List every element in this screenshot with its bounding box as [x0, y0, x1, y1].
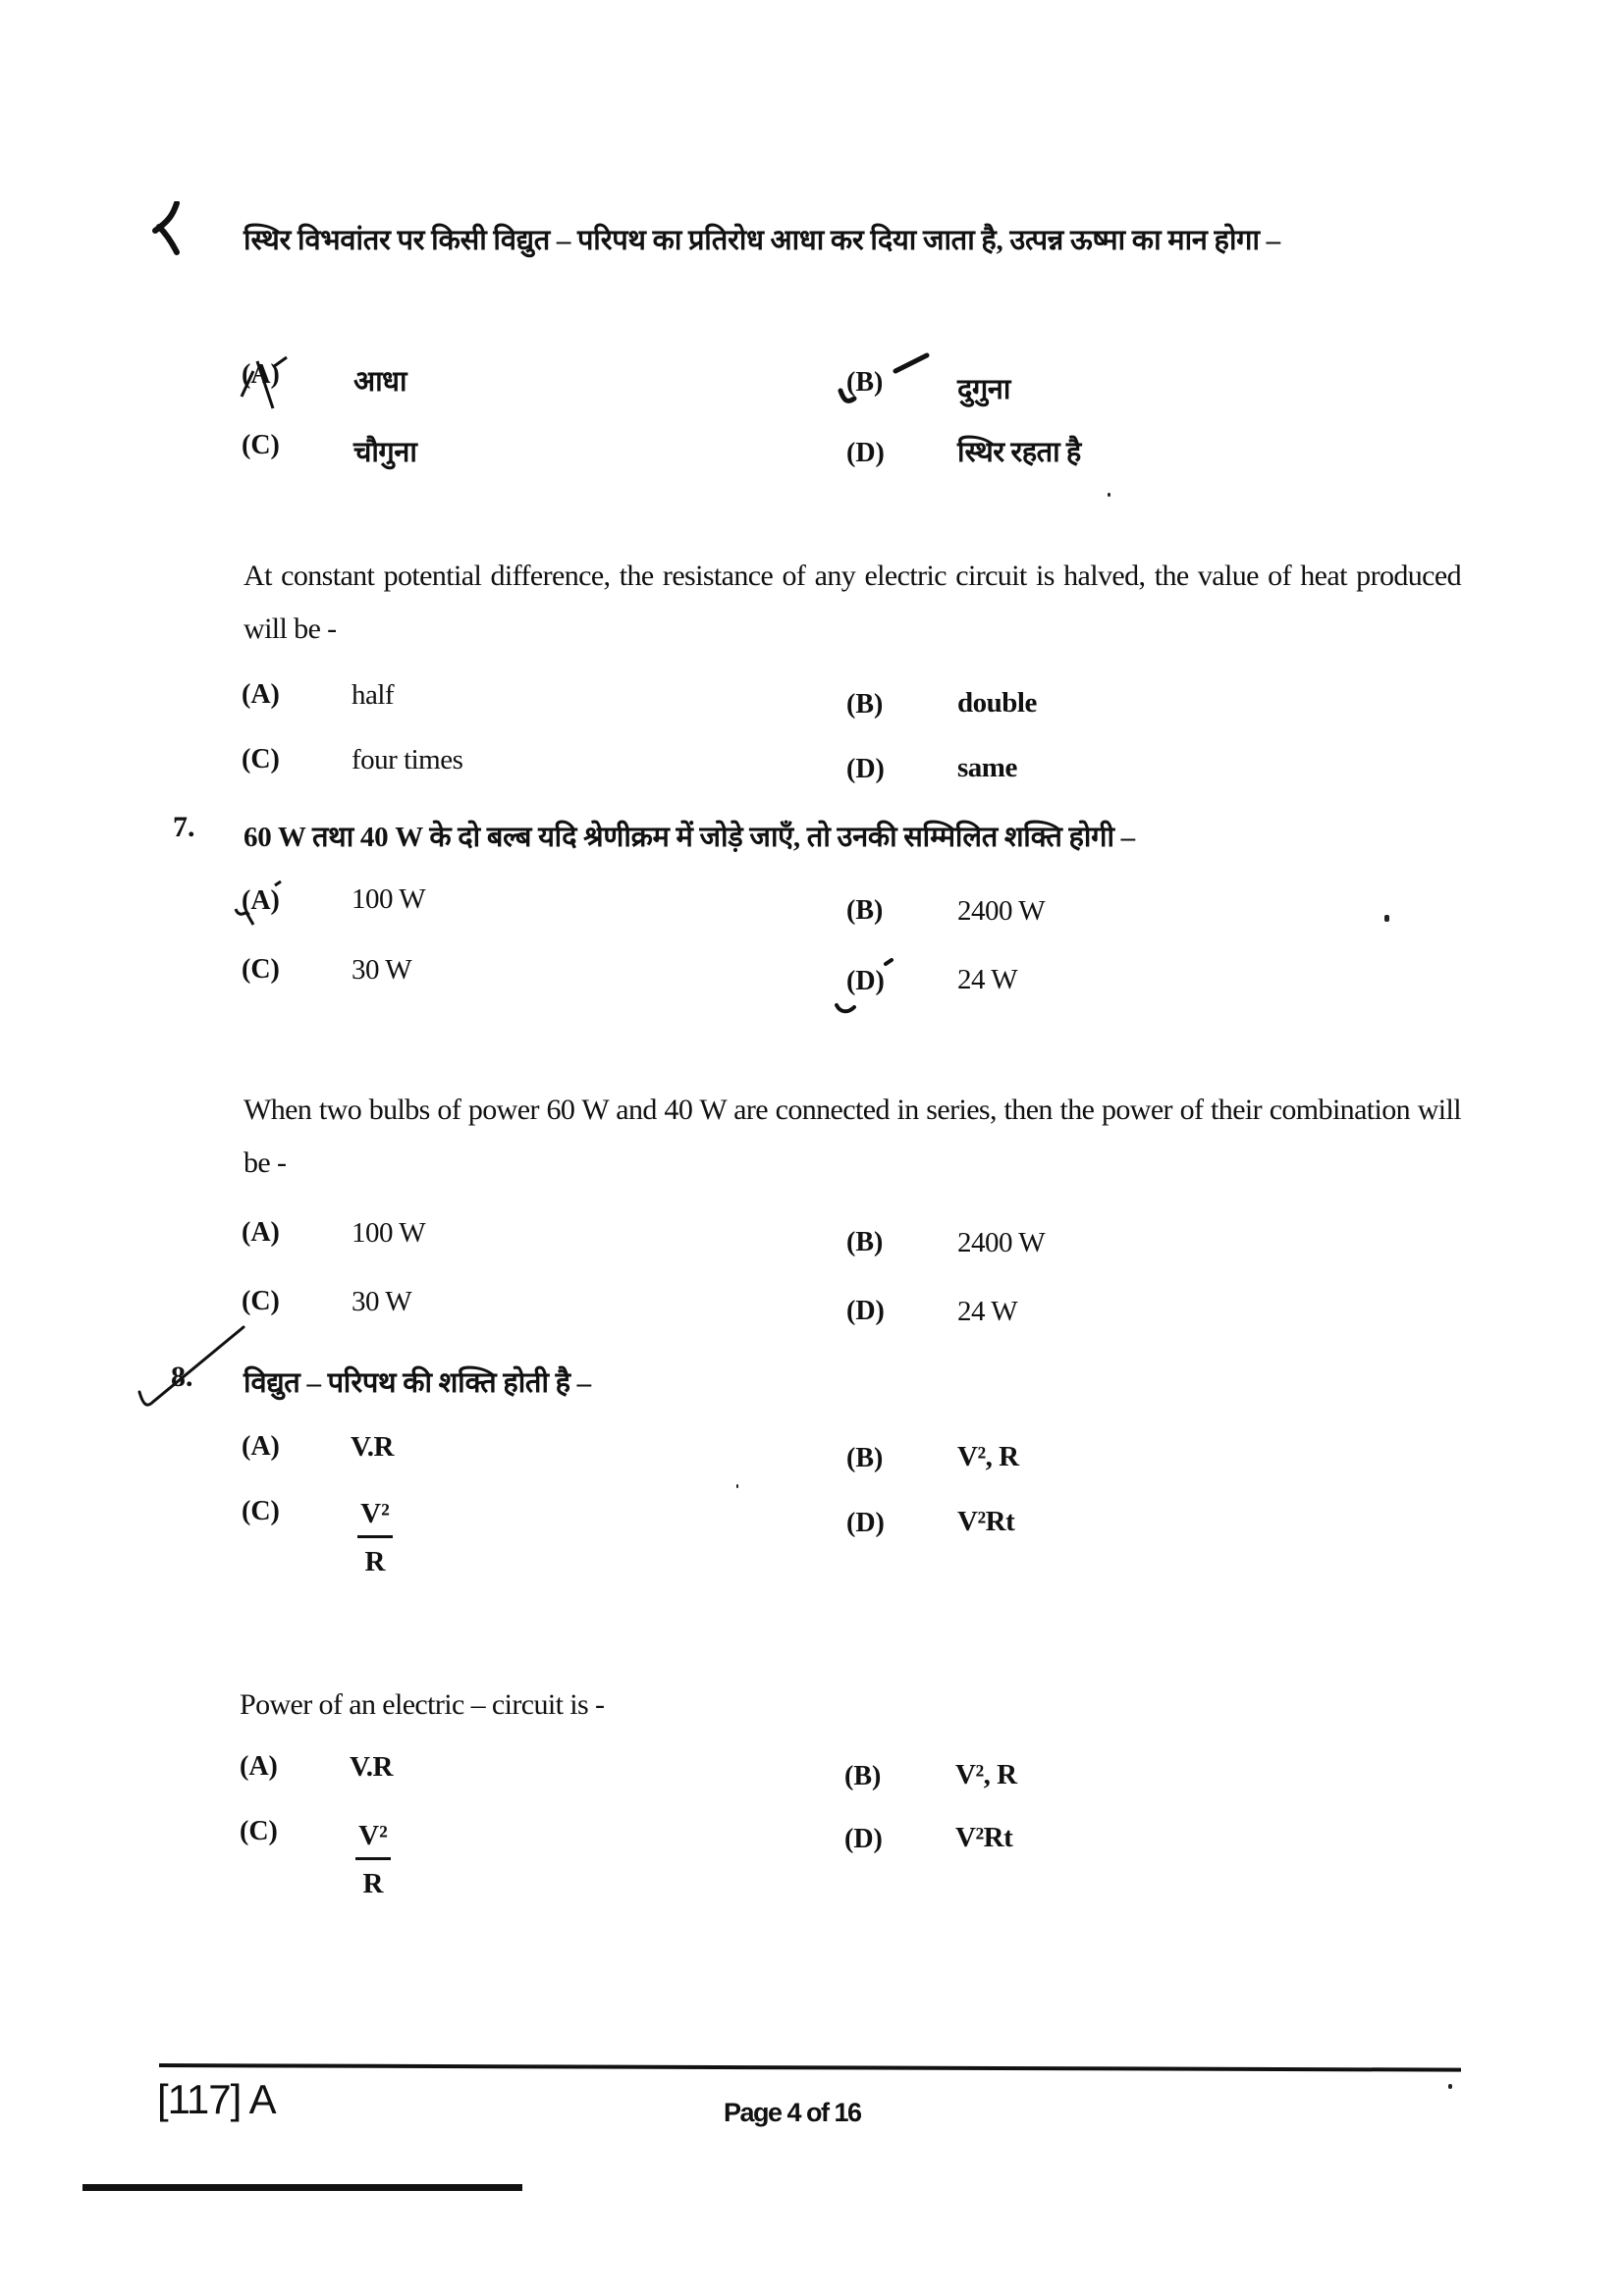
- question-7-text-hindi: 60 W तथा 40 W के दो बल्ब यदि श्रेणीक्रम में जोड़े जाएँ, तो उनकी सम्मिलित शक्ति होगी –: [244, 822, 1135, 853]
- option-a-value: half: [352, 679, 395, 711]
- option-d-value: V²Rt: [957, 1506, 1015, 1537]
- option-b-label: (B): [846, 1227, 884, 1257]
- option-c-label: (C): [242, 1286, 280, 1316]
- option-d-value: same: [957, 752, 1017, 783]
- option-a-value: आधा: [353, 366, 406, 398]
- ink-speck: [1108, 493, 1110, 497]
- option-a-label: (A): [242, 1217, 280, 1248]
- option-b-value: V², R: [957, 1441, 1019, 1472]
- option-d-label: (D): [846, 966, 885, 996]
- option-c-value: 30 W: [352, 1286, 412, 1317]
- fraction-numerator: V²: [360, 1498, 390, 1529]
- option-c-fraction: [355, 1496, 395, 1579]
- option-a-value: 100 W: [352, 1217, 426, 1249]
- option-b-label: (B): [844, 1761, 882, 1791]
- scan-edge-bar: [82, 2184, 522, 2191]
- ink-speck: [1384, 915, 1389, 922]
- question-6-text-english: At constant potential difference, the resistance of any electric circuit is halved, the value of heat produced will be -: [244, 560, 1461, 645]
- option-a-label: (A): [242, 1431, 280, 1462]
- fraction-bar: [355, 1857, 391, 1860]
- option-c-label: (C): [242, 954, 280, 985]
- fraction-denominator: R: [364, 1546, 386, 1577]
- option-d-label: (D): [846, 438, 885, 468]
- option-d-label: (D): [846, 754, 885, 784]
- option-d-label: (D): [846, 1508, 885, 1538]
- option-b-label: (B): [846, 1443, 884, 1473]
- option-a-value: 100 W: [352, 883, 426, 915]
- option-c-fraction: [353, 1818, 393, 1901]
- option-a-label: (A): [242, 679, 280, 710]
- fraction-numerator: V²: [358, 1820, 388, 1851]
- footer-divider: [159, 2063, 1461, 2072]
- option-d-value: V²Rt: [955, 1822, 1013, 1853]
- option-d-label: (D): [846, 1296, 885, 1326]
- option-b-value: double: [957, 687, 1037, 719]
- question-7-text-english: When two bulbs of power 60 W and 40 W are connected in series, then the power of their combination will be -: [244, 1094, 1461, 1179]
- question-6-tick-mark-icon: [147, 201, 196, 260]
- option-c-label: (C): [242, 1496, 280, 1526]
- question-8-number: 8.: [171, 1361, 193, 1393]
- option-a-value: V.R: [350, 1751, 393, 1783]
- question-7-number: 7.: [173, 811, 195, 843]
- ink-speck: [736, 1484, 738, 1488]
- option-b-value: 2400 W: [957, 1227, 1046, 1258]
- question-6-text-hindi: स्थिर विभवांतर पर किसी विद्युत – परिपथ का प्रतिरोध आधा कर दिया जाता है, उत्पन्न ऊष्मा का मान होगा –: [244, 225, 1280, 256]
- fraction-denominator: R: [362, 1868, 384, 1899]
- option-d-value: स्थिर रहता है: [957, 437, 1081, 468]
- question-8-text-hindi: विद्युत – परिपथ की शक्ति होती है –: [244, 1367, 591, 1399]
- option-c-value: 30 W: [352, 954, 412, 986]
- option-b-value: V², R: [955, 1759, 1017, 1790]
- option-b-label: (B): [846, 689, 884, 720]
- option-d-label: (D): [844, 1824, 883, 1854]
- option-b-label: (B): [846, 895, 884, 926]
- option-d-value: 24 W: [957, 964, 1018, 995]
- option-b-label: (B): [846, 367, 884, 398]
- option-c-label: (C): [242, 744, 280, 774]
- paper-code: [117] A: [157, 2076, 276, 2122]
- option-b-value: दुगुना: [957, 374, 1010, 405]
- option-b-value: 2400 W: [957, 895, 1046, 927]
- page-number: Page 4 of 16: [724, 2098, 861, 2127]
- question-8-text-english: Power of an electric – circuit is -: [240, 1688, 605, 1721]
- fraction-bar: [357, 1535, 393, 1538]
- option-c-label: (C): [242, 430, 280, 460]
- option-d-value: 24 W: [957, 1296, 1018, 1327]
- option-c-label: (C): [240, 1816, 278, 1846]
- option-a-label: (A): [240, 1751, 278, 1782]
- option-a-label: (A): [242, 885, 280, 916]
- option-c-value: four times: [352, 744, 463, 775]
- option-c-value: चौगुना: [353, 437, 417, 468]
- option-a-label: (A): [242, 359, 280, 390]
- ink-speck: [1448, 2084, 1452, 2089]
- option-a-value: V.R: [351, 1431, 394, 1463]
